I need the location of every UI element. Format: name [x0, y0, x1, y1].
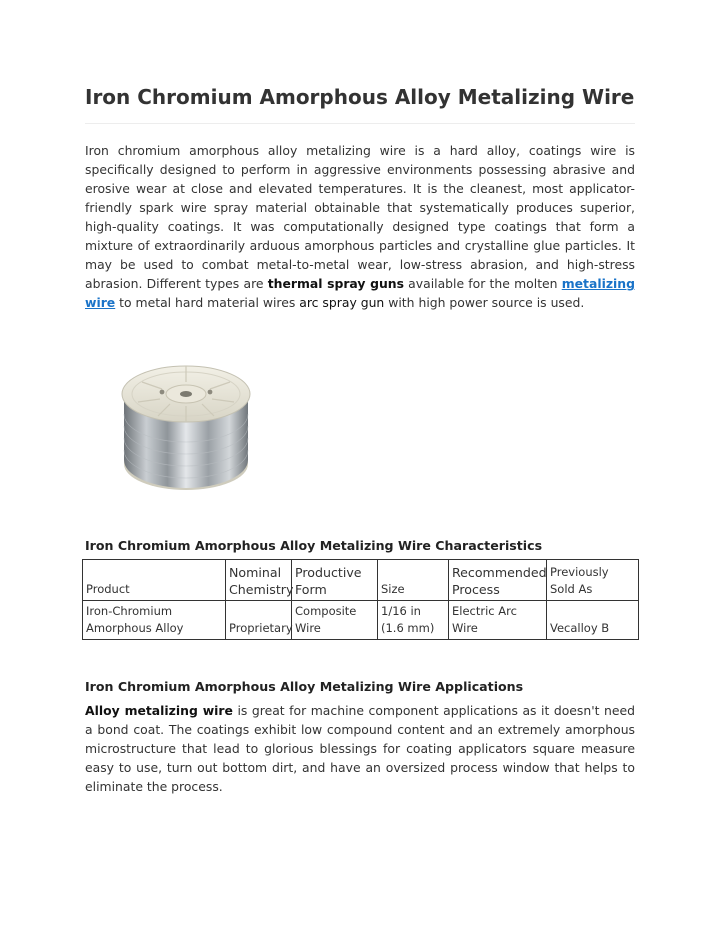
intro-text-end: with high power source is used.	[384, 295, 585, 310]
header-product: Product	[83, 560, 226, 601]
intro-text-after-link: to metal hard material wires	[115, 295, 300, 310]
applications-heading: Iron Chromium Amorphous Alloy Metalizing Wire Applications	[85, 679, 524, 694]
intro-bold-term: thermal spray guns	[267, 276, 404, 291]
characteristics-heading: Iron Chromium Amorphous Alloy Metalizing Wire Characteristics	[85, 538, 543, 553]
intro-text-before: Iron chromium amorphous alloy metalizing wire is a hard alloy, coatings wire is specifically designed to perform in aggressive environments possessing abrasive and erosive wear at close and elevated temperatures. It is the cleanest, most applicator-friendly spark wire spray material obtainable that systematically produces superior, high-quality coatings. It was computationally designed type coatings that form a mixture of extraordinarily arduous amorphous particles and crystalline glue particles. It may be used to combat metal-to-metal wear, low-stress abrasion, and high-stress abrasion. Different types are	[85, 143, 635, 291]
table-row	[83, 601, 639, 640]
applications-bold-lead: Alloy metalizing wire	[85, 703, 233, 718]
page-title: Iron Chromium Amorphous Alloy Metalizing Wire	[85, 85, 635, 109]
applications-paragraph	[85, 701, 635, 796]
applications-text: is great for machine component applications as it doesn't need a bond coat. The coatings exhibit low compound content and an extremely amorphous microstructure that lead to glorious blessings for coating applicators square measure easy to use, turn out bottom dirt, and have an oversized process window that helps to eliminate the process.	[85, 703, 635, 794]
cell-productive-form: Composite Wire	[292, 601, 378, 640]
header-nominal-chemistry: Nominal Chemistry	[226, 560, 292, 601]
header-recommended-process: Recommended Process	[449, 560, 547, 601]
table-header-row	[83, 560, 639, 601]
header-productive-form: Productive Form	[292, 560, 378, 601]
metalizing-wire-link[interactable]: metalizing wire	[85, 276, 635, 310]
intro-paragraph	[85, 141, 635, 312]
cell-nominal-chemistry: Proprietary	[226, 601, 292, 640]
characteristics-table	[82, 559, 639, 640]
cell-product: Iron-Chromium Amorphous Alloy	[83, 601, 226, 640]
cell-recommended-process: Electric Arc Wire	[449, 601, 547, 640]
cell-size: 1/16 in (1.6 mm)	[378, 601, 449, 640]
intro-text-middle: available for the molten	[403, 276, 562, 291]
arc-spray-gun-link[interactable]: arc spray gun	[299, 295, 385, 310]
cell-previously-sold-as: Vecalloy B	[547, 601, 639, 640]
wire-spool-image	[110, 352, 260, 502]
header-previously-sold-as: Previously Sold As	[547, 560, 639, 601]
title-divider	[85, 123, 635, 124]
header-size: Size	[378, 560, 449, 601]
